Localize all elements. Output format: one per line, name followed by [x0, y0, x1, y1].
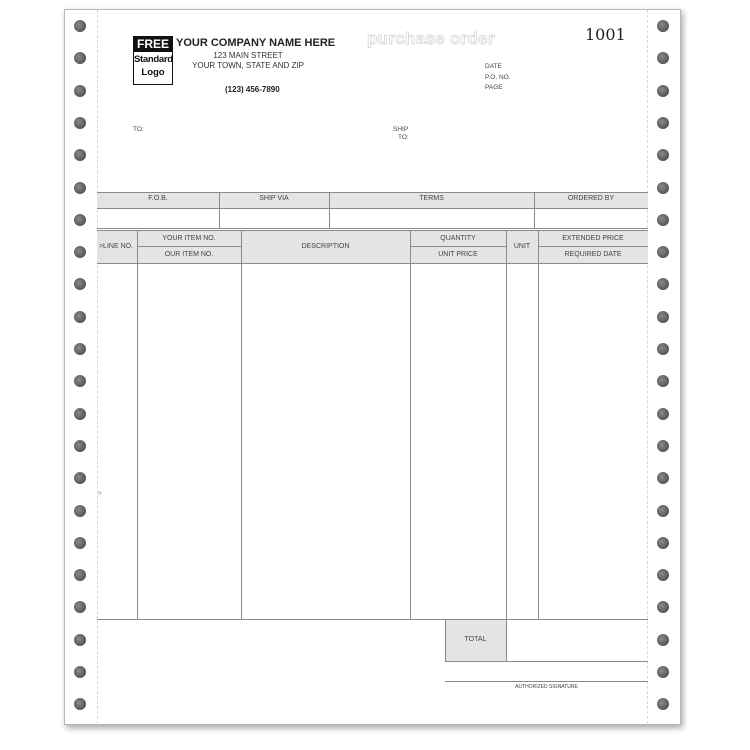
divider [410, 230, 411, 619]
total-label: TOTAL [464, 636, 487, 643]
your-item-header: YOUR ITEM NO. [162, 235, 216, 242]
margin-alignment-mark: > [98, 490, 102, 497]
company-logo [133, 36, 173, 85]
divider [506, 230, 507, 619]
tractor-feed-hole [657, 246, 669, 258]
tractor-feed-hole [74, 311, 86, 323]
tractor-feed-hole [74, 537, 86, 549]
tractor-feed-hole [657, 537, 669, 549]
tractor-feed-hole [657, 311, 669, 323]
divider [538, 246, 648, 247]
tractor-feed-hole [657, 278, 669, 290]
tractor-feed-hole [74, 505, 86, 517]
ordered-by-header: ORDERED BY [567, 195, 615, 202]
tractor-feed-hole [657, 20, 669, 32]
ship-label: SHIP [393, 126, 409, 133]
line-no-header: >LINE NO. [98, 243, 134, 250]
divider [241, 230, 242, 619]
tractor-feed-hole [74, 343, 86, 355]
to-label: TO: [133, 126, 144, 133]
company-phone: (123) 456-7890 [225, 85, 280, 94]
tractor-feed-strip-right [647, 10, 680, 724]
tractor-feed-hole [657, 182, 669, 194]
tractor-feed-hole [74, 698, 86, 710]
divider [97, 228, 648, 229]
divider [97, 230, 648, 231]
tractor-feed-hole [74, 182, 86, 194]
unit-header: UNIT [513, 243, 531, 250]
signature-line [445, 681, 648, 682]
tractor-feed-hole [657, 666, 669, 678]
company-name: YOUR COMPANY NAME HERE [176, 37, 336, 49]
tractor-feed-hole [74, 214, 86, 226]
tractor-feed-hole [74, 85, 86, 97]
tractor-feed-hole [74, 278, 86, 290]
tractor-feed-hole [657, 634, 669, 646]
company-street: 123 MAIN STREET [213, 51, 283, 60]
tractor-feed-hole [657, 698, 669, 710]
our-item-header: OUR ITEM NO. [164, 251, 214, 258]
form-title: purchase order [367, 29, 495, 48]
date-label: DATE [485, 63, 502, 70]
tractor-feed-hole [657, 440, 669, 452]
fob-header: F.O.B. [148, 195, 168, 202]
divider [97, 619, 648, 620]
tractor-feed-hole [657, 375, 669, 387]
tractor-feed-hole [657, 569, 669, 581]
tractor-feed-hole [74, 52, 86, 64]
divider [97, 208, 648, 209]
divider [97, 263, 648, 264]
tractor-feed-hole [74, 149, 86, 161]
divider [97, 192, 648, 193]
divider [506, 619, 507, 662]
divider [137, 246, 241, 247]
tractor-feed-hole [657, 343, 669, 355]
divider [137, 230, 138, 619]
tractor-feed-hole [657, 52, 669, 64]
po-no-label: P.O. NO. [485, 74, 511, 81]
unit-price-header: UNIT PRICE [438, 251, 478, 258]
divider [538, 230, 539, 619]
tractor-feed-hole [657, 601, 669, 613]
extended-price-header: EXTENDED PRICE [562, 235, 624, 242]
logo-logo-text: Logo [141, 67, 165, 78]
divider [445, 661, 648, 662]
tractor-feed-hole [657, 149, 669, 161]
tractor-feed-hole [657, 214, 669, 226]
purchase-order-form [64, 9, 681, 725]
tractor-feed-hole [657, 472, 669, 484]
page-label: PAGE [485, 84, 503, 91]
tractor-feed-strip-left [65, 10, 98, 724]
required-date-header: REQUIRED DATE [564, 251, 622, 258]
description-header: DESCRIPTION [301, 243, 350, 250]
tractor-feed-hole [74, 408, 86, 420]
tractor-feed-hole [74, 375, 86, 387]
tractor-feed-hole [74, 117, 86, 129]
authorized-signature-label: AUTHORIZED SIGNATURE [515, 684, 578, 690]
tractor-feed-hole [74, 472, 86, 484]
tractor-feed-hole [657, 505, 669, 517]
tractor-feed-hole [74, 246, 86, 258]
tractor-feed-hole [74, 440, 86, 452]
logo-free-text: FREE [134, 37, 172, 52]
tractor-feed-hole [657, 408, 669, 420]
tractor-feed-hole [74, 569, 86, 581]
tractor-feed-hole [657, 85, 669, 97]
terms-header: TERMS [419, 195, 444, 202]
logo-standard-text: Standard [134, 54, 173, 65]
tractor-feed-hole [74, 20, 86, 32]
po-number: 1001 [585, 25, 626, 44]
tractor-feed-hole [74, 634, 86, 646]
company-city: YOUR TOWN, STATE AND ZIP [192, 61, 304, 70]
tractor-feed-hole [657, 117, 669, 129]
tractor-feed-hole [74, 666, 86, 678]
divider [410, 246, 506, 247]
ship-to-label: TO: [398, 134, 409, 141]
quantity-header: QUANTITY [440, 235, 476, 242]
ship-via-header: SHIP VIA [259, 195, 289, 202]
tractor-feed-hole [74, 601, 86, 613]
